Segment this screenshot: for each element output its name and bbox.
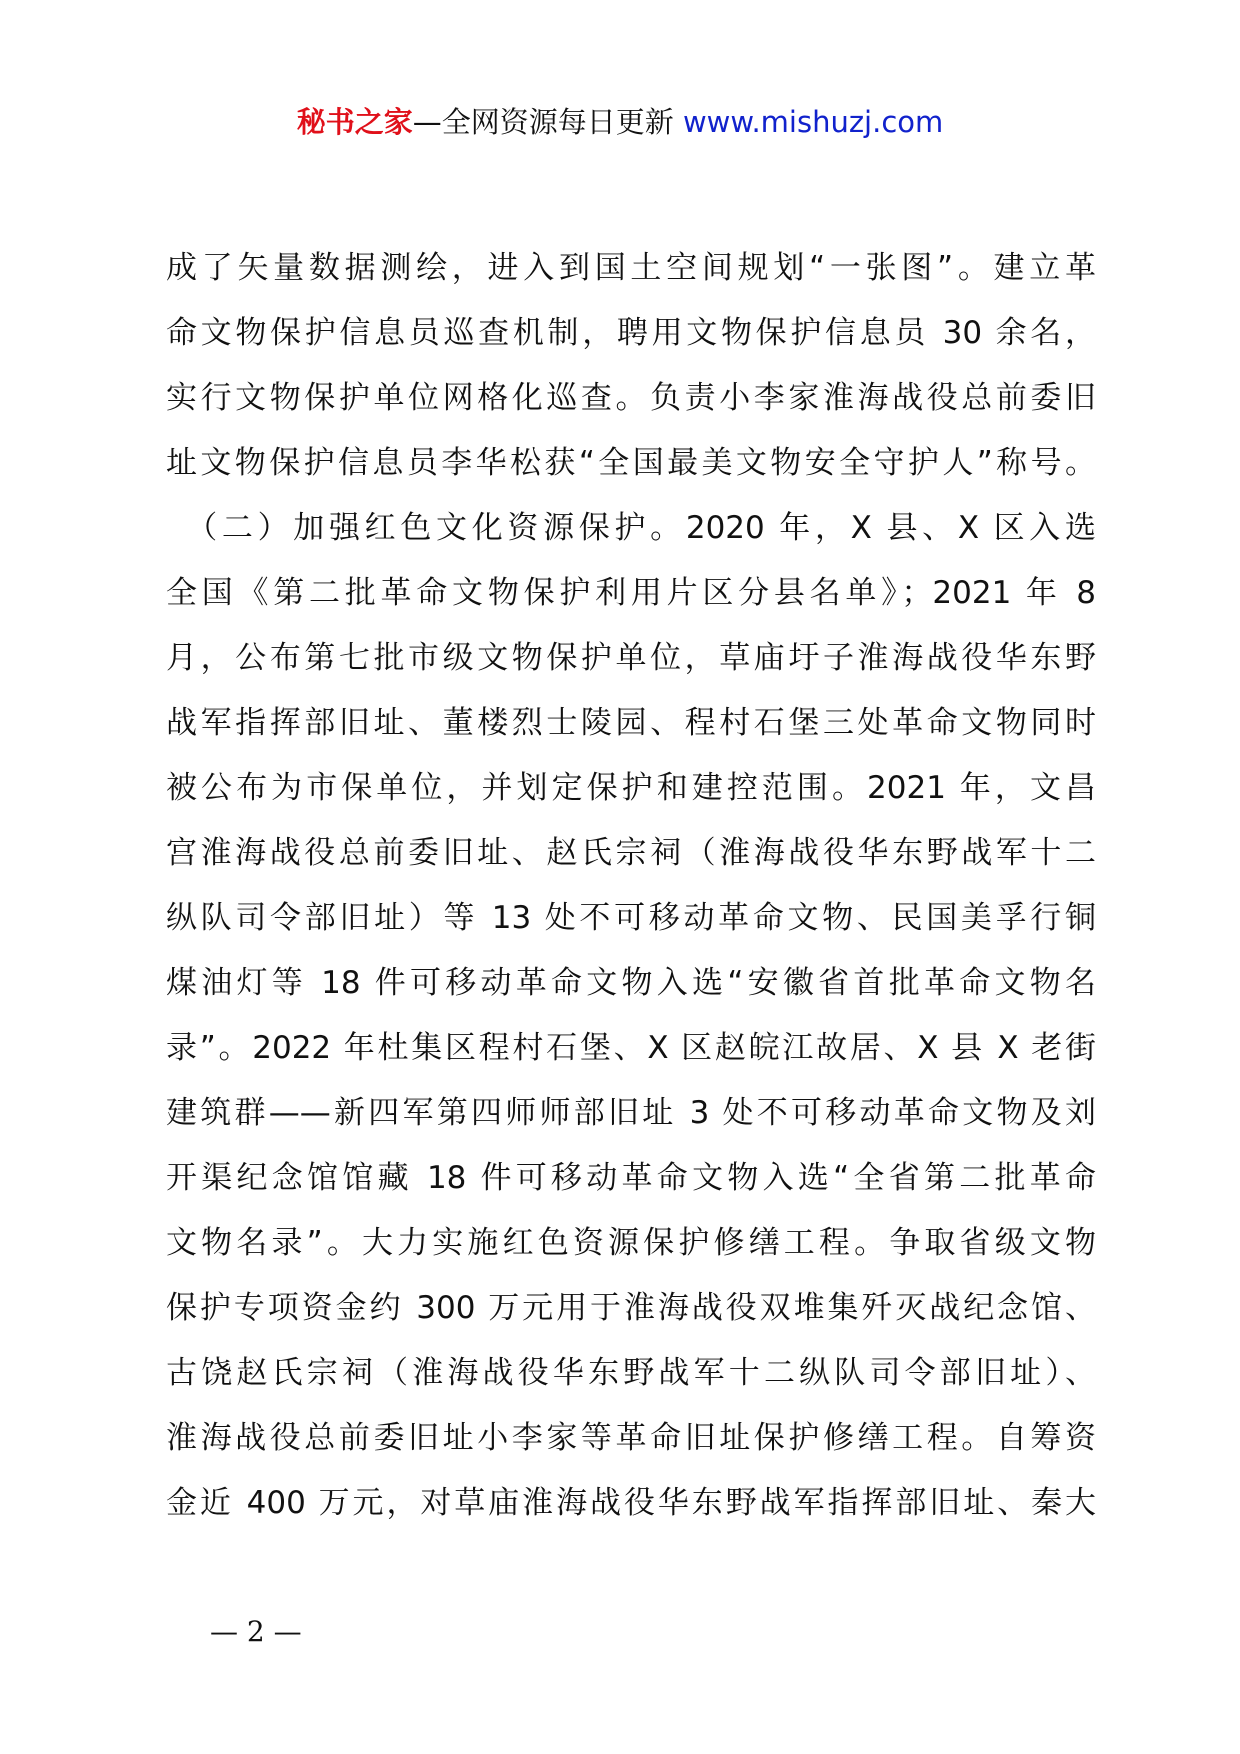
- body-line: （二）加强红色文化资源保护。2020 年，X 县、X 区入选: [166, 510, 1096, 546]
- body-line: 月，公布第七批市级文物保护单位，草庙圩子淮海战役华东野: [166, 640, 1096, 676]
- body-line: 金近 400 万元，对草庙淮海战役华东野战军指挥部旧址、秦大: [166, 1485, 1096, 1521]
- body-line: 开渠纪念馆馆藏 18 件可移动革命文物入选“全省第二批革命: [166, 1160, 1096, 1196]
- body-line: 命文物保护信息员巡查机制，聘用文物保护信息员 30 余名，: [166, 315, 1096, 351]
- site-tagline: —全网资源每日更新: [412, 105, 683, 139]
- body-line: 战军指挥部旧址、董楼烈士陵园、程村石堡三处革命文物同时: [166, 705, 1096, 741]
- site-url-link[interactable]: www.mishuzj.com: [682, 105, 944, 139]
- body-line: 保护专项资金约 300 万元用于淮海战役双堆集歼灭战纪念馆、: [166, 1290, 1096, 1326]
- page-header: [0, 100, 1240, 144]
- body-line: 成了矢量数据测绘，进入到国土空间规划“一张图”。建立革: [166, 250, 1096, 286]
- body-line: 录”。2022 年杜集区程村石堡、X 区赵皖江故居、X 县 X 老街: [166, 1030, 1096, 1066]
- body-line: 实行文物保护单位网格化巡查。负责小李家淮海战役总前委旧: [166, 380, 1096, 416]
- body-line: 古饶赵氏宗祠（淮海战役华东野战军十二纵队司令部旧址）、: [166, 1355, 1096, 1391]
- page-number: — 2 —: [210, 1615, 302, 1648]
- body-line: 文物名录”。大力实施红色资源保护修缮工程。争取省级文物: [166, 1225, 1096, 1261]
- body-line: 宫淮海战役总前委旧址、赵氏宗祠（淮海战役华东野战军十二: [166, 835, 1096, 871]
- document-body: [166, 236, 1096, 1536]
- body-line: 址文物保护信息员李华松获“全国最美文物安全守护人”称号。: [166, 445, 1096, 481]
- body-line: 纵队司令部旧址）等 13 处不可移动革命文物、民国美孚行铜: [166, 900, 1096, 936]
- body-line: 淮海战役总前委旧址小李家等革命旧址保护修缮工程。自筹资: [166, 1420, 1096, 1456]
- body-line: 被公布为市保单位，并划定保护和建控范围。2021 年，文昌: [166, 770, 1096, 806]
- site-brand: 秘书之家: [296, 105, 413, 139]
- body-line: 全国《第二批革命文物保护利用片区分县名单》；2021 年 8: [166, 575, 1096, 611]
- body-line: 煤油灯等 18 件可移动革命文物入选“安徽省首批革命文物名: [166, 965, 1096, 1001]
- body-line: 建筑群——新四军第四师师部旧址 3 处不可移动革命文物及刘: [166, 1095, 1096, 1131]
